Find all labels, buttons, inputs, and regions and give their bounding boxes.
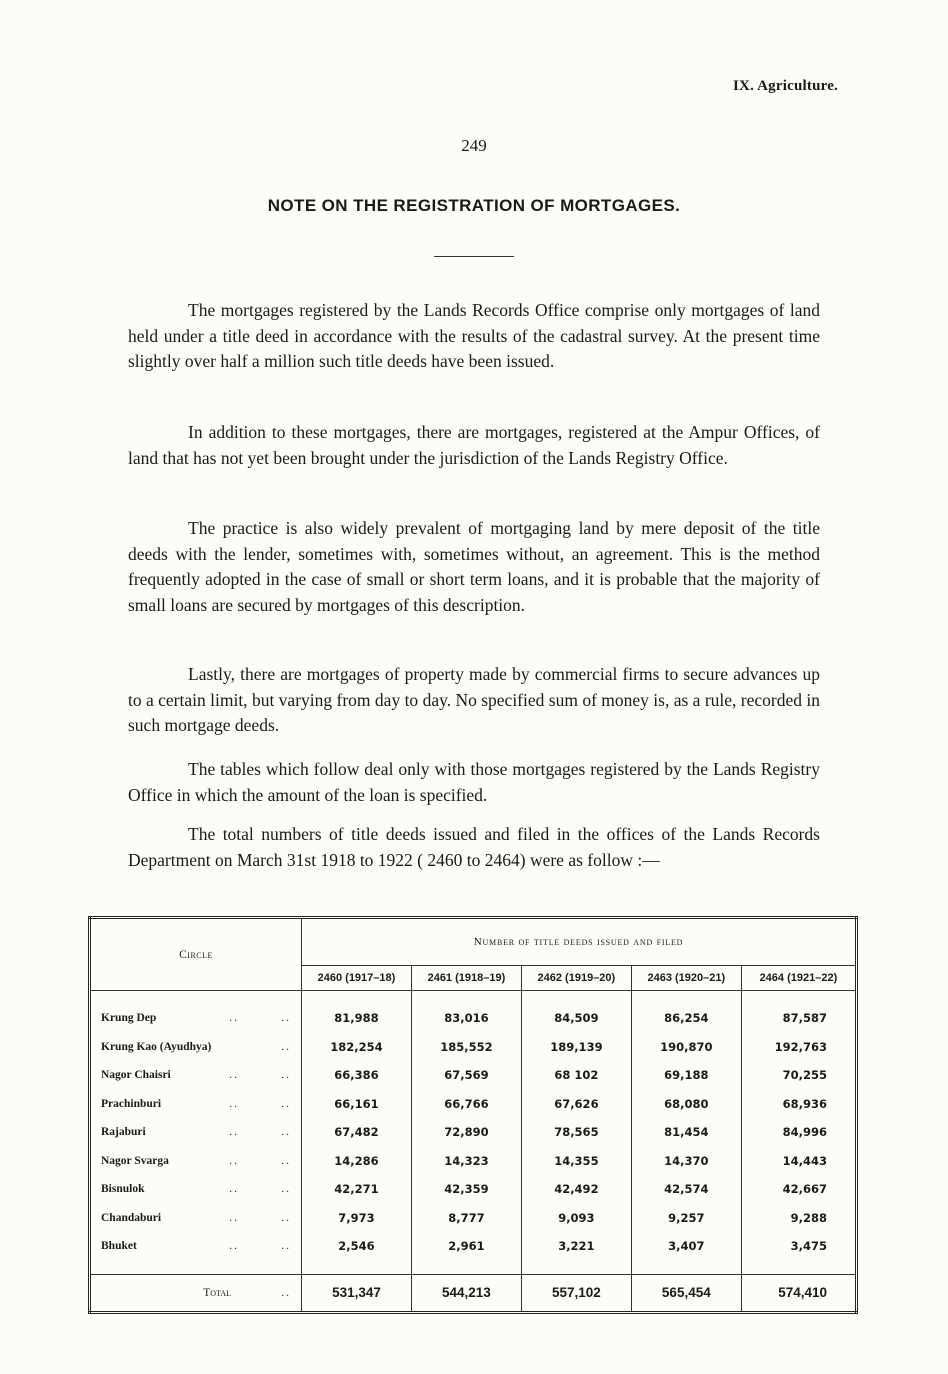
deed-count-cell: 14,443	[782, 1153, 827, 1168]
deed-count-cell: 185,552	[411, 1032, 521, 1061]
deed-count-cell: 69,188	[631, 1061, 741, 1090]
leader-dots: ..	[229, 1097, 239, 1110]
deed-count-cell: 86,254	[631, 1004, 741, 1033]
deed-count-cell: 14,355	[521, 1147, 631, 1176]
leader-dots: ..	[281, 1097, 291, 1110]
circle-cell	[90, 1147, 302, 1176]
circle-name: Prachinburi	[101, 1097, 162, 1110]
deed-count-cell: 14,370	[631, 1147, 741, 1176]
total-value-cell: 544,213	[411, 1274, 521, 1313]
leader-dots: ..	[229, 1012, 239, 1025]
year-header: 2461 (1918–19)	[411, 966, 521, 991]
total-value-cell: 531,347	[302, 1274, 412, 1313]
deed-count-cell: 67,482	[302, 1118, 412, 1147]
deed-count-cell: 2,546	[302, 1232, 412, 1261]
circle-cell	[90, 1032, 302, 1061]
deed-count-cell: 72,890	[411, 1118, 521, 1147]
leader-dots: ..	[229, 1211, 239, 1224]
deed-count-cell: 3,407	[631, 1232, 741, 1261]
leader-dots: ..	[281, 1040, 291, 1053]
table-row	[90, 1089, 857, 1118]
deed-count-cell: 67,626	[521, 1089, 631, 1118]
deed-count-cell: 9,288	[790, 1210, 827, 1225]
leader-dots: ..	[229, 1240, 239, 1253]
page-title: NOTE ON THE REGISTRATION OF MORTGAGES.	[267, 196, 681, 215]
deed-count-cell: 189,139	[521, 1032, 631, 1061]
paragraph-4: Lastly, there are mortgages of property made by commercial firms to secure advances up to a certain limit, but varying from day to day. No specified sum of money is, as a rule, recorded in such mortgage deeds.	[128, 664, 820, 735]
total-value-cell: 574,410	[741, 1274, 856, 1313]
table-row	[90, 1032, 857, 1061]
deed-count-cell: 42,574	[631, 1175, 741, 1204]
circle-name: Nagor Svarga	[101, 1154, 169, 1167]
deed-count-cell: 42,271	[302, 1175, 412, 1204]
deed-count-cell: 81,988	[302, 1004, 412, 1033]
paragraph-6: The total numbers of title deeds issued and filed in the offices of the Lands Records Department on March 31st 1918 to 1922 ( 2460 to 2464) were as follow :—	[128, 824, 820, 870]
section-heading: IX. Agriculture.	[733, 78, 838, 94]
circle-cell	[90, 1118, 302, 1147]
circle-name: Bisnulok	[101, 1183, 145, 1196]
deed-count-cell: 9,093	[521, 1204, 631, 1233]
circle-cell	[90, 1004, 302, 1033]
table-row	[90, 1204, 857, 1233]
total-row	[90, 1274, 857, 1313]
deed-count-cell: 66,161	[302, 1089, 412, 1118]
total-label: Total	[203, 1286, 231, 1299]
year-header: 2462 (1919–20)	[521, 966, 631, 991]
circle-cell	[90, 1061, 302, 1090]
leader-dots: ..	[281, 1286, 291, 1299]
circle-column-header: Circle	[90, 918, 302, 991]
deed-count-cell: 78,565	[521, 1118, 631, 1147]
circle-name: Rajaburi	[101, 1126, 146, 1139]
circle-name: Krung Dep	[101, 1012, 157, 1025]
year-header: 2463 (1920–21)	[631, 966, 741, 991]
circle-cell	[90, 1089, 302, 1118]
deed-count-cell: 190,870	[631, 1032, 741, 1061]
circle-name: Chandaburi	[101, 1211, 162, 1224]
deed-count-cell: 84,509	[521, 1004, 631, 1033]
table-row	[90, 1118, 857, 1147]
leader-dots: ..	[229, 1069, 239, 1082]
table-row	[90, 1175, 857, 1204]
deed-count-cell: 14,323	[411, 1147, 521, 1176]
leader-dots: ..	[281, 1012, 291, 1025]
table-row	[90, 1061, 857, 1090]
page-number: 249	[461, 136, 487, 155]
deed-count-cell: 67,569	[411, 1061, 521, 1090]
circle-cell	[90, 1204, 302, 1233]
leader-dots: ..	[229, 1154, 239, 1167]
deed-count-cell: 8,777	[411, 1204, 521, 1233]
deed-count-cell: 70,255	[782, 1068, 827, 1083]
deed-count-cell: 68 102	[521, 1061, 631, 1090]
deed-count-cell: 3,221	[521, 1232, 631, 1261]
deed-count-cell: 87,587	[782, 1011, 827, 1026]
deed-count-cell: 66,766	[411, 1089, 521, 1118]
paragraph-3: The practice is also widely prevalent of mortgaging land by mere deposit of the title deeds with the lender, sometimes with, sometimes without, an agreement. This is the method frequently adopted in the case of small or short term loans, and it is probable that the majority of small loans are secured by mortgages of this description.	[128, 518, 820, 615]
total-value-cell: 557,102	[521, 1274, 631, 1313]
table-row	[90, 1004, 857, 1033]
deed-count-cell: 42,359	[411, 1175, 521, 1204]
year-header: 2460 (1917–18)	[302, 966, 412, 991]
leader-dots: ..	[281, 1183, 291, 1196]
deed-count-cell: 3,475	[790, 1239, 827, 1254]
deed-count-cell: 84,996	[782, 1125, 827, 1140]
circle-cell	[90, 1175, 302, 1204]
deed-count-cell: 66,386	[302, 1061, 412, 1090]
leader-dots: ..	[281, 1069, 291, 1082]
deed-count-cell: 68,080	[631, 1089, 741, 1118]
deed-count-cell: 42,492	[521, 1175, 631, 1204]
paragraph-5: The tables which follow deal only with those mortgages registered by the Lands Registry Office in which the amount of the loan is specified.	[128, 759, 820, 805]
title-deeds-table	[88, 916, 858, 1314]
deed-count-cell: 182,254	[302, 1032, 412, 1061]
leader-dots: ..	[281, 1211, 291, 1224]
deed-count-cell: 2,961	[411, 1232, 521, 1261]
leader-dots: ..	[229, 1126, 239, 1139]
circle-cell	[90, 1232, 302, 1261]
deed-count-cell: 7,973	[302, 1204, 412, 1233]
year-header: 2464 (1921–22)	[741, 966, 856, 991]
paragraph-2: In addition to these mortgages, there are mortgages, registered at the Ampur Offices, of land that has not yet been brought under the jurisdiction of the Lands Registry Office.	[128, 422, 820, 468]
leader-dots: ..	[281, 1240, 291, 1253]
deed-count-cell: 9,257	[631, 1204, 741, 1233]
circle-name: Krung Kao (Ayudhya)	[101, 1040, 212, 1053]
leader-dots: ..	[281, 1154, 291, 1167]
deeds-group-header: Number of title deeds issued and filed	[302, 918, 857, 966]
circle-name: Nagor Chaisri	[101, 1069, 171, 1082]
deed-count-cell: 14,286	[302, 1147, 412, 1176]
paragraph-1: The mortgages registered by the Lands Records Office comprise only mortgages of land held under a title deed in accordance with the results of the cadastral survey. At the present time slightly over half a million such title deeds have been issued.	[128, 300, 820, 371]
title-divider	[434, 256, 514, 257]
total-label-cell	[90, 1274, 302, 1313]
leader-dots: ..	[229, 1183, 239, 1196]
table-row	[90, 1147, 857, 1176]
total-value-cell: 565,454	[631, 1274, 741, 1313]
table-row	[90, 1232, 857, 1261]
deed-count-cell: 68,936	[782, 1096, 827, 1111]
circle-name: Bhuket	[101, 1240, 137, 1253]
deed-count-cell: 81,454	[631, 1118, 741, 1147]
deed-count-cell: 42,667	[782, 1182, 827, 1197]
deed-count-cell: 192,763	[774, 1039, 827, 1054]
leader-dots: ..	[281, 1126, 291, 1139]
deed-count-cell: 83,016	[411, 1004, 521, 1033]
